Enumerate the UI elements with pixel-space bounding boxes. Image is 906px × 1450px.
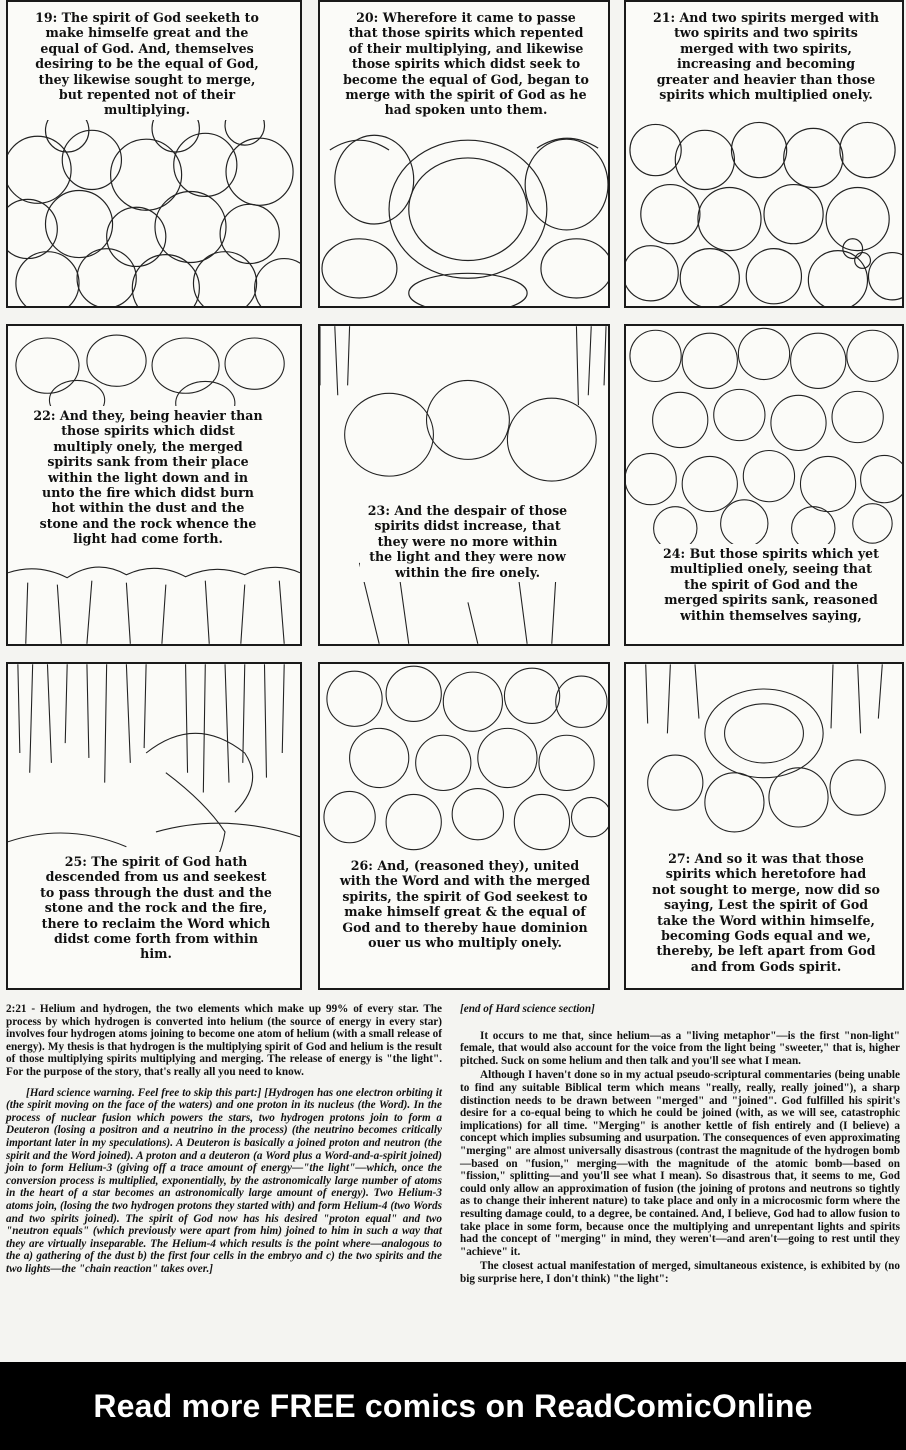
panel-24	[624, 324, 904, 646]
panel-21-caption: 21: And two spirits merged with two spirits and two spirits merged with two spirits, increasing and becoming greater and heavier than those spirits which multiplied onely.	[646, 8, 886, 104]
panel-22	[6, 324, 302, 646]
panel-23-caption: 23: And the despair of those spirits didst increase, that they were no more within the light and they were now within the fire onely.	[360, 501, 575, 582]
commentary-paragraph: Although I haven't done so in my actual pseudo-scriptural commentaries (being unable to find any suitable Biblical term which means "really, really, really joined"), a sharp distinction needs to be drawn between "merged" and "joined". God fulfilled his spirit's desire for a co-equal being to which he could be joined (with, as we will see, catastrophic implications) for all time. "Merging" is another kettle of fish entirely and (I believe) a concept which implies subsuming and usurpation. The consequences of even approximating "merging" are almost universally disastrous (contrast the magnitude of the hydrogen bomb—based on "fusion," merging—with the magnitude of the atomic bomb—based on "fission," splitting—and you'll see what I mean). So disastrous that, it seems to me, God could only allow an approximation of fusion (the joining of protons and neutrons so tightly as to change their inherent nature) to take place and only in a microcosmic form where the resulting damage could, to a degree, be contained. And, I believe, God had to allow fusion to take place in some form, because once the multiplying and unrepentant lights and spirits had the concept of "merging" in mind, they weren't—and aren't—going to rest until they "achieve" it.	[460, 1069, 900, 1258]
panel-25	[6, 662, 302, 990]
panel-27-caption: 27: And so it was that those spirits which heretofore had not sought to merge, now did so saying, Lest the spirit of God take the Word within himselfe, becoming Gods equal and we, thereby, be left apart from God and from Gods spirit.	[648, 849, 884, 976]
panel-19-caption: 19: The spirit of God seeketh to make himselfe great and the equal of God. And, themselves desiring to be the equal of God, they likewise sought to merge, but repented not of their multiplying.	[22, 8, 272, 120]
commentary-paragraph: [Hard science warning. Feel free to skip this part:] [Hydrogen has one electron orbiting it (the spirit moving on the face of the waters) and one proton in its nucleus (the Word). In the process of nuclear fusion which powers the stars, two hydrogen protons join to form a Deuteron (losing a positron and a neutrino in the process) (the neutrino becomes critically important later in my speculations). A Deuteron is basically a joined proton and neutron (the spirit and the Word joined). A proton and a deuteron (a Word plus a Word-and-a-spirit joined) join to form Helium-3 (giving off a trace amount of energy—"the light"—which, once the conversion process is multiplied, exponentially, by the astronomically large number of atoms in the heart of a star becomes an astronomically large amount of energy). Two Helium-3 atoms join, (losing the two hydrogen protons they started with) and form Helium-4 (two Words and two spirits joined). The spirit of God now has his desired "proton equal" and two "neutron equals" (which previously were apart from him) joined to him in such a way that they are virtually inseparable. The Helium-4 which results is the point where—analogous to the a) gathering of the dust b) the first four cells in the embryo and c) the two spirits and the two lights—the "chain reaction" takes over.]	[6, 1086, 442, 1275]
panel-27	[624, 662, 904, 990]
panel-21	[624, 0, 904, 308]
commentary-right-column	[460, 1003, 900, 1293]
panel-20-caption: 20: Wherefore it came to passe that those spirits which repented of their multiplying, and likewise those spirits which didst seek to become the equal of God, began to merge with the spirit of God as he had spoken unto them.	[336, 8, 596, 120]
commentary-left-column	[6, 1003, 442, 1283]
panel-20	[318, 0, 610, 308]
promo-banner-text[interactable]: Read more FREE comics on ReadComicOnline	[93, 1387, 813, 1424]
panel-26-caption: 26: And, (reasoned they), united with the Word and with the merged spirits, the spirit of God seekest to make himself great & the equal of God and to thereby haue dominion ouer us who multiply onely.	[334, 856, 596, 952]
commentary-paragraph: The closest actual manifestation of merged, simultaneous existence, is exhibited by (no big surprise here, I don't think) "the light":	[460, 1260, 900, 1285]
panel-23	[318, 324, 610, 646]
commentary-paragraph: 2:21 - Helium and hydrogen, the two elements which make up 99% of every star. The process by which hydrogen is converted into helium (the source of energy in every star) involves four hydrogen atoms joining to become one atom of helium (with a small release of energy). My thesis is that hydrogen is the multiplying spirit of God and helium is the result of those multiplying spirits multiplying and merging. The release of energy is "the light". For the purpose of the story, that's really all you need to know.	[6, 1003, 442, 1078]
panel-22-caption: 22: And they, being heavier than those spirits which didst multiply onely, the merged spirits sank from their place within the light down and in unto the fire which didst burn hot within the dust and the stone and the rock whence the light had come forth.	[28, 406, 268, 549]
commentary-paragraph: [end of Hard science section]	[460, 1003, 595, 1015]
panel-26	[318, 662, 610, 990]
panel-25-caption: 25: The spirit of God hath descended from us and seekest to pass through the dust and the stone and the rock and the fire, there to reclaim the Word which didst come forth from within him.	[36, 852, 276, 964]
panel-24-caption: 24: But those spirits which yet multiplied onely, seeing that the spirit of God and the merged spirits sank, reasoned within themselves saying,	[656, 544, 886, 625]
panel-19	[6, 0, 302, 308]
promo-banner[interactable]	[0, 1362, 906, 1450]
panel-23-art	[320, 326, 608, 644]
commentary-paragraph: It occurs to me that, since helium—as a "living metaphor"—is the first "non-light" female, that would also account for the voice from the light being "sweeter," that is, higher pitched. Suck on some helium and then talk and you'll see what I mean.	[460, 1029, 900, 1067]
